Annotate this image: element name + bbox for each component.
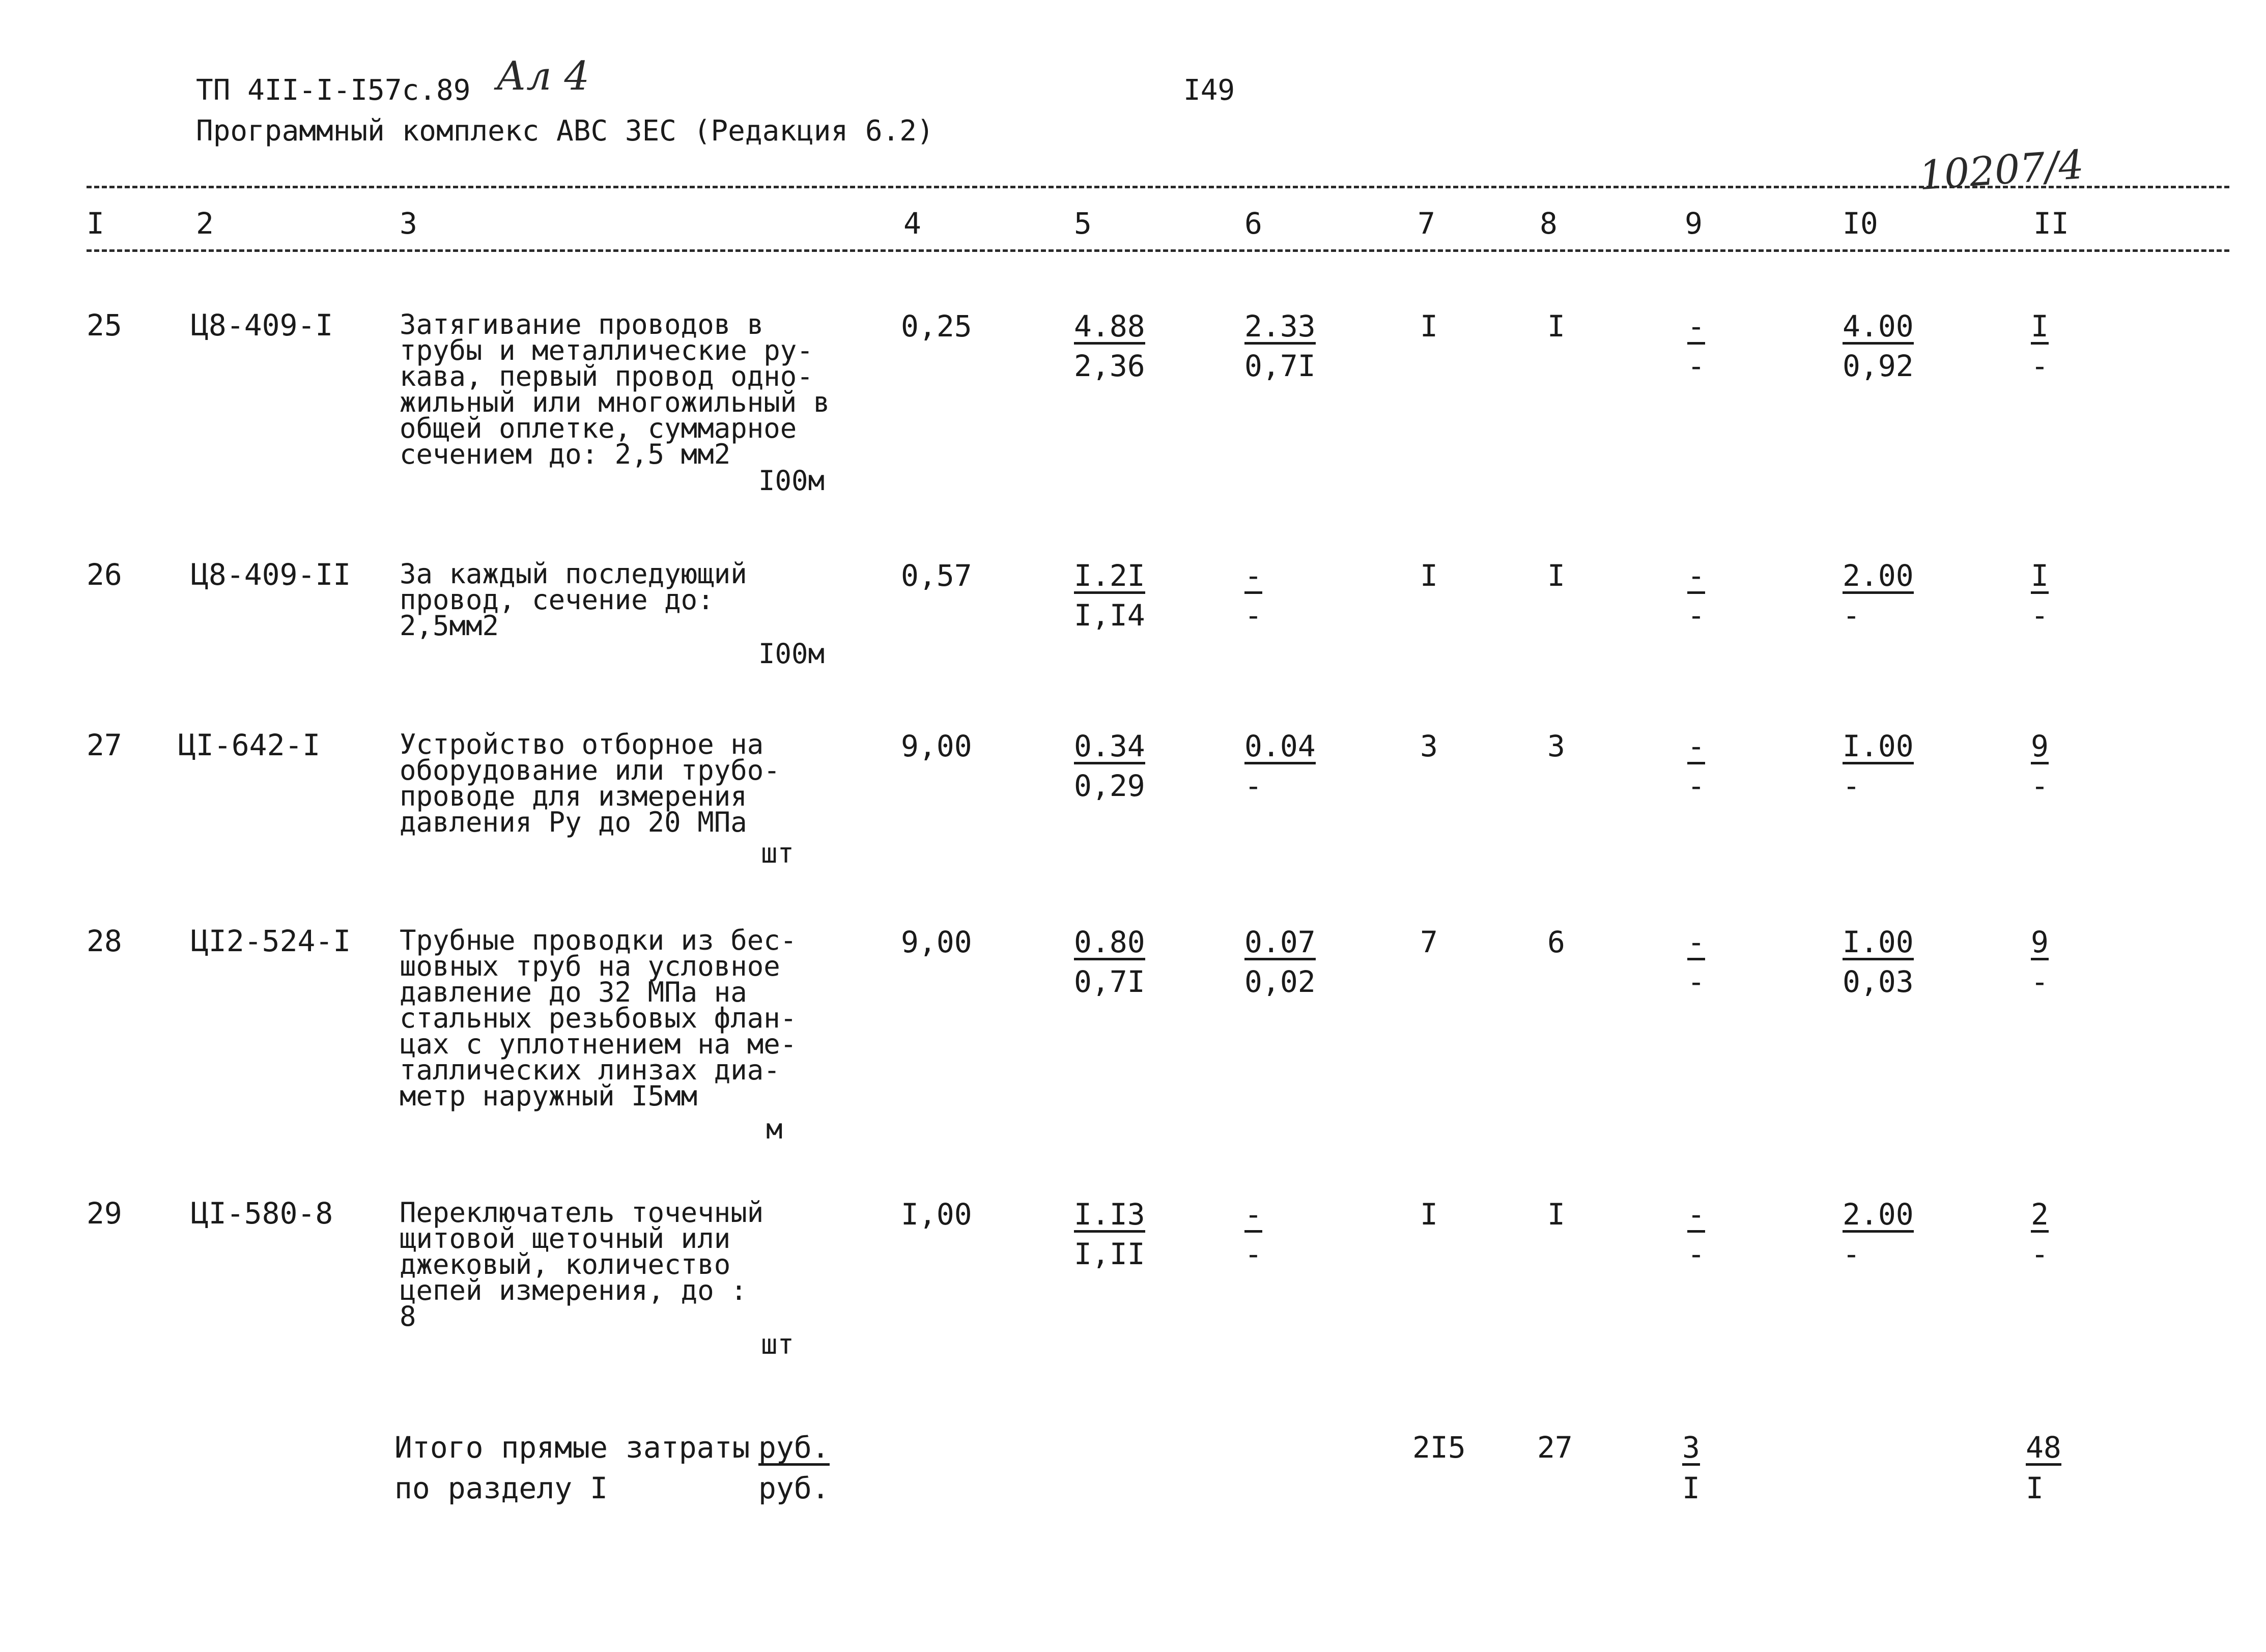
col11-bottom: - xyxy=(2031,349,2049,383)
totals-label-line1: Итого прямые затраты xyxy=(394,1430,750,1465)
col11-top: I xyxy=(2031,558,2049,593)
col11-bottom: - xyxy=(2031,1237,2049,1271)
work-description: Трубные проводки из бес- шовных труб на условное давление до 32 МПа на стальных резьбовых флан- цах с уплотнением на ме- таллических линзах диа- метр наружный I5мм xyxy=(400,924,797,1112)
row-number: 27 xyxy=(87,728,122,762)
col7-value: I xyxy=(1420,558,1438,593)
row-number: 28 xyxy=(87,924,122,958)
col5-bottom: 0,7I xyxy=(1074,964,1145,999)
col11-top: 2 xyxy=(2031,1197,2049,1232)
col6-bottom: - xyxy=(1244,1237,1262,1271)
totals-col11-bottom: I xyxy=(2026,1471,2044,1505)
col-header-1: I xyxy=(87,206,104,241)
col9-top: - xyxy=(1687,925,1705,959)
quantity: I,00 xyxy=(901,1197,972,1232)
rate-code: ЦI-642-I xyxy=(178,728,321,762)
col10-bottom: 0,03 xyxy=(1843,964,1914,999)
col9-bottom: - xyxy=(1687,964,1705,999)
row-number: 29 xyxy=(87,1196,122,1231)
col10-bottom: - xyxy=(1843,768,1860,803)
measure-unit: м xyxy=(766,1113,783,1145)
work-description: Затягивание проводов в трубы и металлические ру- кава, первый провод одно- жильный или многожильный в общей оплетке, суммарное сечением до: 2,5 мм2 xyxy=(400,308,830,470)
totals-unit-1: руб. xyxy=(758,1430,830,1465)
col8-value: I xyxy=(1547,309,1565,344)
page-number: I49 xyxy=(1183,74,1235,107)
col10-top: 2.00 xyxy=(1843,1197,1914,1232)
col9-top: - xyxy=(1687,729,1705,763)
col9-top: - xyxy=(1687,558,1705,593)
col11-bottom: - xyxy=(2031,964,2049,999)
col-header-8: 8 xyxy=(1540,206,1557,241)
col6-bottom: - xyxy=(1244,768,1262,803)
totals-col8: 27 xyxy=(1537,1430,1573,1465)
col7-value: 3 xyxy=(1420,729,1438,763)
col-header-2: 2 xyxy=(196,206,214,241)
col-header-3: 3 xyxy=(400,206,417,241)
row-number: 25 xyxy=(87,308,122,343)
col9-bottom: - xyxy=(1687,598,1705,633)
col11-top: 9 xyxy=(2031,925,2049,959)
work-description: Переключатель точечный щитовой щеточный или джековый, количество цепей измерения, до : 8 xyxy=(400,1197,764,1332)
col10-bottom: - xyxy=(1843,598,1860,633)
col6-top: 2.33 xyxy=(1244,309,1316,344)
col5-bottom: I,I4 xyxy=(1074,598,1145,633)
col9-top: - xyxy=(1687,1197,1705,1232)
col-header-9: 9 xyxy=(1685,206,1703,241)
col9-bottom: - xyxy=(1687,1237,1705,1271)
col6-bottom: 0,7I xyxy=(1244,349,1316,383)
col5-top: 0.34 xyxy=(1074,729,1145,763)
work-description: За каждый последующий провод, сечение до: 2,5мм2 xyxy=(400,558,747,642)
col-header-5: 5 xyxy=(1074,206,1092,241)
quantity: 9,00 xyxy=(901,925,972,959)
col-header-7: 7 xyxy=(1418,206,1435,241)
col-header-11: II xyxy=(2033,206,2069,241)
header-top-rule xyxy=(87,186,2229,188)
measure-unit: шт xyxy=(761,1328,795,1360)
col7-value: 7 xyxy=(1420,925,1438,959)
rate-code: Ц8-409-II xyxy=(191,557,351,592)
col10-top: 2.00 xyxy=(1843,558,1914,593)
col5-top: 4.88 xyxy=(1074,309,1145,344)
col11-top: I xyxy=(2031,309,2049,344)
totals-col9-bottom: I xyxy=(1682,1471,1700,1505)
col6-top: 0.04 xyxy=(1244,729,1316,763)
header-bottom-rule xyxy=(87,249,2229,252)
row-number: 26 xyxy=(87,557,122,592)
rate-code: ЦI2-524-I xyxy=(191,924,351,958)
col-header-10: I0 xyxy=(1843,206,1878,241)
col5-bottom: I,II xyxy=(1074,1237,1145,1271)
col8-value: I xyxy=(1547,558,1565,593)
col8-value: 6 xyxy=(1547,925,1565,959)
col7-value: I xyxy=(1420,1197,1438,1232)
measure-unit: I00м xyxy=(758,638,825,670)
col9-top: - xyxy=(1687,309,1705,344)
work-description: Устройство отборное на оборудование или трубо- проводе для измерения давления Ру до 20 МПа xyxy=(400,728,780,838)
col10-bottom: 0,92 xyxy=(1843,349,1914,383)
quantity: 0,57 xyxy=(901,558,972,593)
col8-value: 3 xyxy=(1547,729,1565,763)
col6-bottom: - xyxy=(1244,598,1262,633)
col6-top: - xyxy=(1244,1197,1262,1232)
col5-top: I.I3 xyxy=(1074,1197,1145,1232)
col-header-6: 6 xyxy=(1244,206,1262,241)
col6-top: - xyxy=(1244,558,1262,593)
col10-bottom: - xyxy=(1843,1237,1860,1271)
col6-top: 0.07 xyxy=(1244,925,1316,959)
totals-label-line2: по разделу I xyxy=(394,1471,608,1505)
quantity: 0,25 xyxy=(901,309,972,344)
col11-bottom: - xyxy=(2031,598,2049,633)
totals-col9-top: 3 xyxy=(1682,1430,1700,1465)
handwritten-code-note: 10207/4 xyxy=(1917,141,2085,200)
col5-bottom: 2,36 xyxy=(1074,349,1145,383)
col11-top: 9 xyxy=(2031,729,2049,763)
col9-bottom: - xyxy=(1687,349,1705,383)
col6-bottom: 0,02 xyxy=(1244,964,1316,999)
col8-value: I xyxy=(1547,1197,1565,1232)
col10-top: I.00 xyxy=(1843,925,1914,959)
col10-top: 4.00 xyxy=(1843,309,1914,344)
measure-unit: I00м xyxy=(758,465,825,497)
totals-col7: 2I5 xyxy=(1412,1430,1466,1465)
rate-code: Ц8-409-I xyxy=(191,308,333,343)
totals-unit-2: руб. xyxy=(758,1471,830,1505)
col5-top: I.2I xyxy=(1074,558,1145,593)
totals-col11-top: 48 xyxy=(2026,1430,2061,1465)
col5-bottom: 0,29 xyxy=(1074,768,1145,803)
col5-top: 0.80 xyxy=(1074,925,1145,959)
col10-top: I.00 xyxy=(1843,729,1914,763)
col9-bottom: - xyxy=(1687,768,1705,803)
col11-bottom: - xyxy=(2031,768,2049,803)
program-name: Программный комплекс АВС 3ЕС (Редакция 6.2) xyxy=(196,115,934,148)
handwritten-sheet-note: Ал 4 xyxy=(496,53,590,99)
rate-code: ЦI-580-8 xyxy=(191,1196,333,1231)
quantity: 9,00 xyxy=(901,729,972,763)
measure-unit: шт xyxy=(761,837,795,869)
document-code: ТП 4II-I-I57с.89 xyxy=(196,74,471,107)
col7-value: I xyxy=(1420,309,1438,344)
col-header-4: 4 xyxy=(903,206,921,241)
